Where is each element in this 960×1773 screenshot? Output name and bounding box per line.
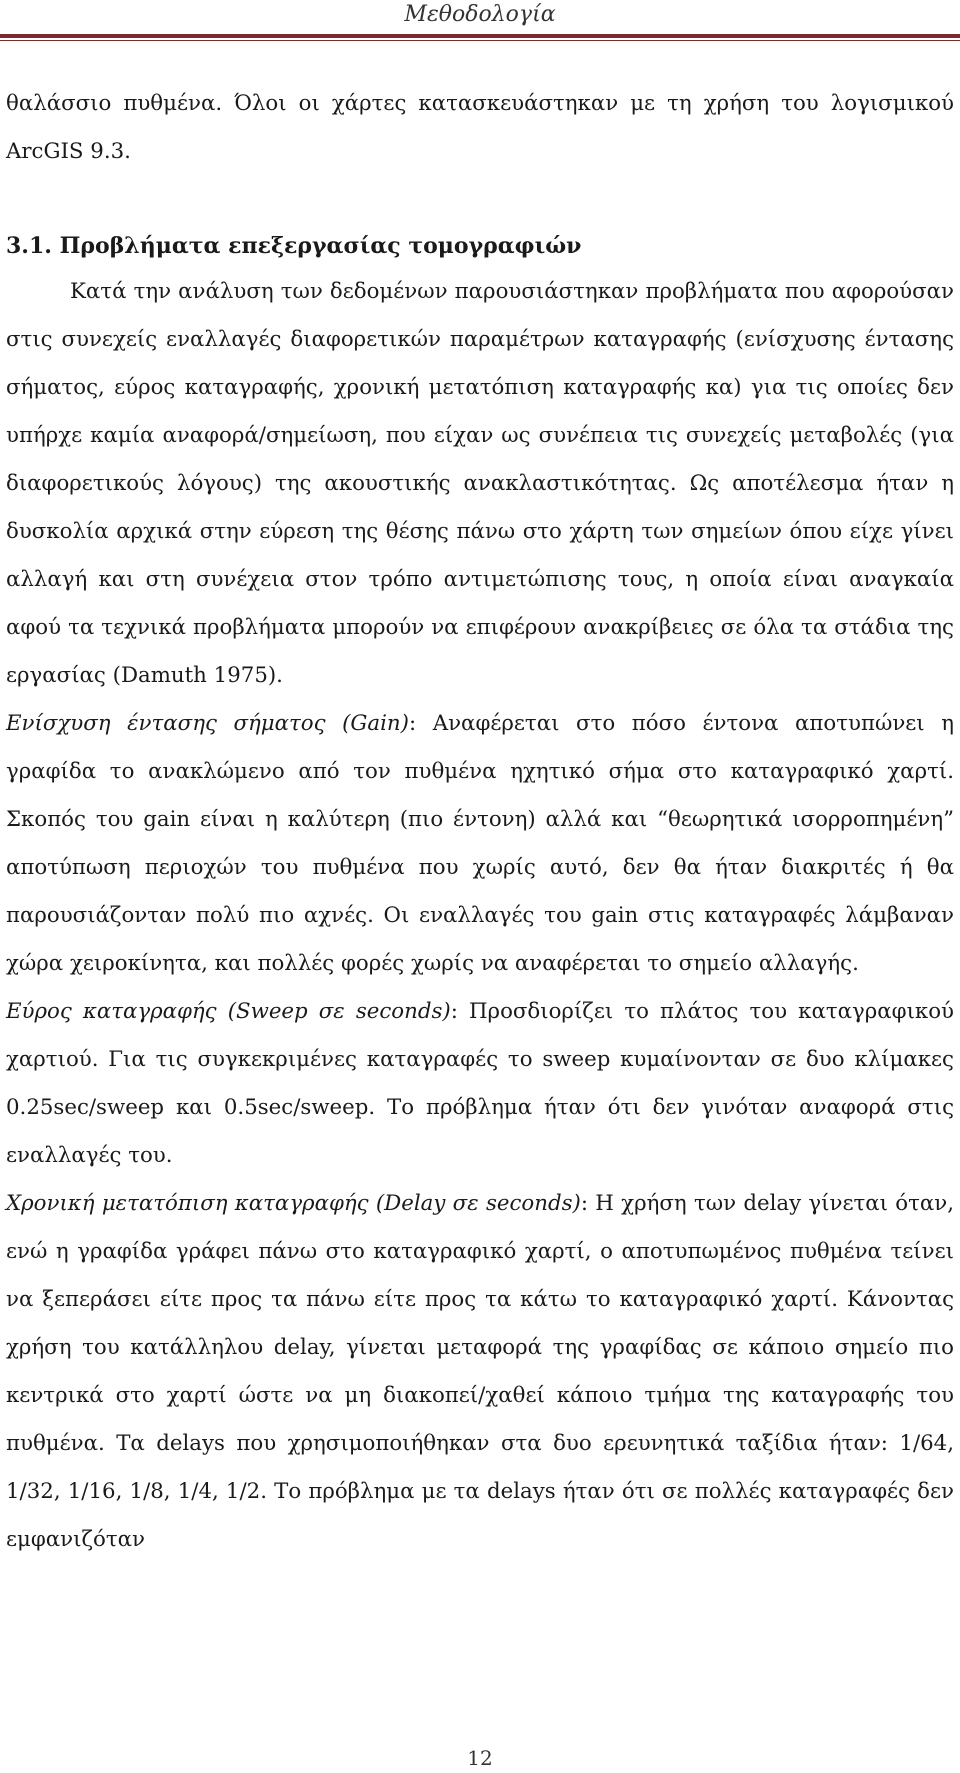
gain-paragraph: [6, 700, 954, 988]
section-heading: [6, 224, 954, 268]
intro-paragraph: θαλάσσιο πυθμένα. Όλοι οι χάρτες κατασκευάστηκαν με τη χρήση του λογισμικού ArcGIS 9.3.: [6, 91, 954, 164]
header-rule: [0, 34, 960, 38]
main-paragraph: Κατά την ανάλυση των δεδομένων παρουσιάστηκαν προβλήματα που αφορούσαν στις συνεχείς εναλλαγές διαφορετικών παραμέτρων καταγραφής (ενίσχυσης έντασης σήματος, εύρος καταγραφής, χρονική μετατόπιση καταγραφής κα) για τις οποίες δεν υπήρχε καμία αναφορά/σημείωση, που είχαν ως συνέπεια τις συνεχείς μεταβολές (για διαφορετικούς λόγους) της ακουστικής ανακλαστικότητας. Ως αποτέλεσμα ήταν η δυσκολία αρχικά στην εύρεση της θέσης πάνω στο χάρτη των σημείων όπου είχε γίνει αλλαγή και στη συνέχεια στον τρόπο αντιμετώπισης τους, η οποία είναι αναγκαία αφού τα τεχνικά προβλήματα μπορούν να επιφέρουν ανακρίβειες σε όλα τα στάδια της εργασίας (Damuth 1975).: [6, 279, 954, 688]
gain-term: Ενίσχυση έντασης σήματος (Gain): [6, 711, 409, 736]
sweep-term: Εύρος καταγραφής (Sweep σε seconds): [6, 999, 451, 1024]
sweep-text: : Προσδιορίζει το πλάτος του καταγραφικού χαρτιού. Για τις συγκεκριμένες καταγραφές το sweep κυμαίνονταν σε δυο κλίμακες 0.25sec/sweep και 0.5sec/sweep. Το πρόβλημα ήταν ότι δεν γινόταν αναφορά στις εναλλαγές του.: [6, 999, 954, 1168]
gain-text: : Αναφέρεται στο πόσο έντονα αποτυπώνει η γραφίδα το ανακλώμενο από τον πυθμένα ηχητικό σήμα στο καταγραφικό χαρτί. Σκοπός του gain είναι η καλύτερη (πιο έντονη) αλλά και “θεωρητικά ισορροπημένη” αποτύπωση περιοχών του πυθμένα που χωρίς αυτό, δεν θα ήταν διακριτές ή θα παρουσιάζονταν πολύ πιο αχνές. Οι εναλλαγές του gain στις καταγραφές λάμβαναν χώρα χειροκίνητα, και πολλές φορές χωρίς να αναφέρεται το σημείο αλλαγής.: [6, 711, 954, 976]
page-number-text: 12: [467, 1746, 493, 1770]
delay-paragraph: [6, 1180, 954, 1564]
page-body: [6, 80, 954, 1564]
section-title: Προβλήματα επεξεργασίας τομογραφιών: [59, 233, 582, 259]
sweep-paragraph: [6, 988, 954, 1180]
running-header: [0, 0, 960, 30]
page-number: [0, 1745, 960, 1771]
section-number: 3.1.: [6, 233, 52, 259]
delay-term: Χρονική μετατόπιση καταγραφής (Delay σε seconds): [6, 1191, 581, 1216]
delay-text: : Η χρήση των delay γίνεται όταν, ενώ η γραφίδα γράφει πάνω στο καταγραφικό χαρτί, ο αποτυπωμένος πυθμένα τείνει να ξεπεράσει είτε προς τα πάνω είτε προς τα κάτω το καταγραφικό χαρτί. Κάνοντας χρήση του κατάλληλου delay, γίνεται μεταφορά της γραφίδας σε κάποιο σημείο πιο κεντρικά στο χαρτί ώστε να μη διακοπεί/χαθεί κάποιο τμήμα της καταγραφής του πυθμένα. Τα delays που χρησιμοποιήθηκαν στα δυο ερευνητικά ταξίδια ήταν: 1/64, 1/32, 1/16, 1/8, 1/4, 1/2. Το πρόβλημα με τα delays ήταν ότι σε πολλές καταγραφές δεν εμφανιζόταν: [6, 1191, 954, 1552]
header-rule-thin: [0, 40, 960, 41]
header-title: Μεθοδολογία: [404, 2, 556, 27]
